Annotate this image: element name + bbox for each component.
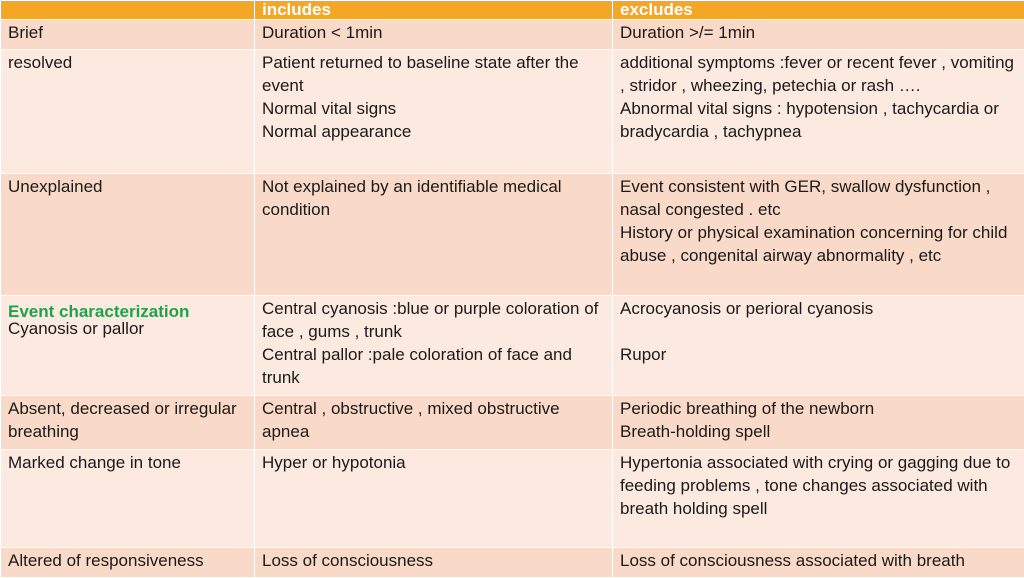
excludes-cell: Event consistent with GER, swallow dysfunction , nasal congested . etc History or physical examination concerning for child abuse , congenital airway abnormality , etc <box>613 174 1024 296</box>
excludes-cell: Duration >/= 1min <box>613 20 1024 50</box>
table-row <box>1 548 1024 578</box>
table-row <box>1 396 1024 450</box>
row-label: Marked change in tone <box>1 450 255 548</box>
row-label: Brief <box>1 20 255 50</box>
includes-cell: Central cyanosis :blue or purple coloration of face , gums , trunk Central pallor :pale coloration of face and trunk <box>255 296 613 396</box>
excludes-cell: Loss of consciousness associated with breath <box>613 548 1024 578</box>
row-label: resolved <box>1 50 255 174</box>
includes-cell: Central , obstructive , mixed obstructive apnea <box>255 396 613 450</box>
row-label: Altered of responsiveness <box>1 548 255 578</box>
includes-cell: Not explained by an identifiable medical condition <box>255 174 613 296</box>
table-header-row <box>1 1 1024 20</box>
includes-cell: Patient returned to baseline state after the event Normal vital signs Normal appearance <box>255 50 613 174</box>
table-row <box>1 450 1024 548</box>
header-excludes: excludes <box>613 1 1024 20</box>
excludes-cell: additional symptoms :fever or recent fever , vomiting , stridor , wheezing, petechia or rash …. Abnormal vital signs : hypotension , tachycardia or bradycardia , tachypnea <box>613 50 1024 174</box>
includes-cell: Loss of consciousness <box>255 548 613 578</box>
header-blank <box>1 1 255 20</box>
excludes-cell: Periodic breathing of the newborn Breath-holding spell <box>613 396 1024 450</box>
excludes-cell: Acrocyanosis or perioral cyanosis Rupor <box>613 296 1024 396</box>
row-label: Cyanosis or pallor <box>8 320 247 337</box>
row-label: Unexplained <box>1 174 255 296</box>
row-label-cell <box>1 296 255 396</box>
section-label: Event characterization <box>8 303 247 320</box>
table-row <box>1 20 1024 50</box>
excludes-cell: Hypertonia associated with crying or gagging due to feeding problems , tone changes associated with breath holding spell <box>613 450 1024 548</box>
row-label: Absent, decreased or irregular breathing <box>1 396 255 450</box>
table-row <box>1 174 1024 296</box>
includes-cell: Duration < 1min <box>255 20 613 50</box>
table-row <box>1 296 1024 396</box>
table-row <box>1 50 1024 174</box>
header-includes: includes <box>255 1 613 20</box>
includes-cell: Hyper or hypotonia <box>255 450 613 548</box>
